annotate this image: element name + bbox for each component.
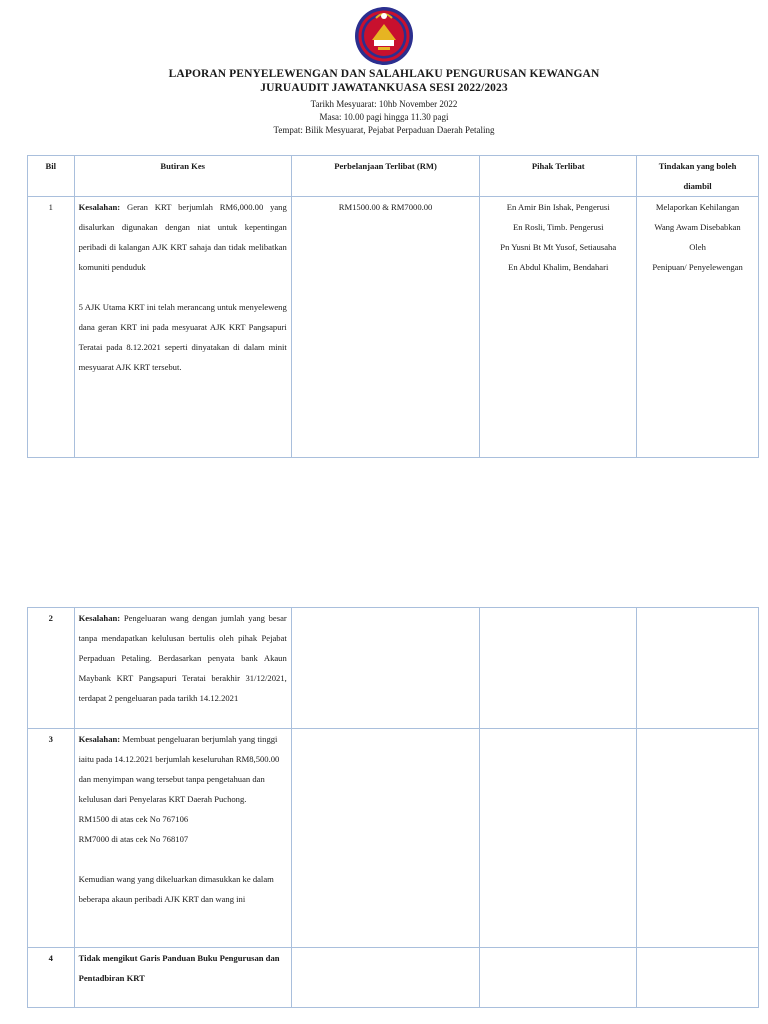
- header-tindakan: [637, 156, 759, 197]
- table-header-row: [28, 156, 759, 197]
- report-header: [0, 67, 768, 137]
- case-table-part-1: [27, 155, 759, 458]
- row-2-tindakan: [637, 608, 759, 729]
- row-2-text: Pengeluaran wang dengan jumlah yang besar tanpa mendapatkan kelulusan bertulis oleh pihak Pejabat Perpaduan Petaling. Berdasarkan penyata bank Akaun Maybank KRT Pangsapuri Teratai berakhir 31/12/2021, terdapat 2 pengeluaran pada tarikh 14.12.2021: [78, 613, 287, 703]
- meeting-date: Tarikh Mesyuarat: 10hb November 2022: [310, 99, 458, 109]
- row-1-text-2: 5 AJK Utama KRT ini telah merancang untuk menyeleweng dana geran KRT ini pada mesyuarat AJK KRT Pangsapuri Teratai pada 8.12.2021 seperti dinyatakan di dalam minit mesyuarat AJK KRT tersebut.: [78, 302, 287, 372]
- table-row: [28, 948, 759, 1008]
- case-table-part-2: [27, 607, 759, 1008]
- tindakan-line: Oleh: [689, 242, 706, 252]
- row-3-bil: 3: [28, 729, 75, 948]
- row-3-tindakan: [637, 729, 759, 948]
- row-3-label: Kesalahan:: [78, 734, 121, 744]
- row-4-text: Tidak mengikut Garis Panduan Buku Pengurusan dan Pentadbiran KRT: [78, 953, 280, 983]
- row-1-butiran: [74, 197, 291, 458]
- row-2-butiran: [74, 608, 291, 729]
- pihak-item: En Amir Bin Ishak, Pengerusi: [506, 202, 610, 212]
- header-pihak: Pihak Terlibat: [480, 156, 637, 197]
- tindakan-line: Melaporkan Kehilangan: [655, 202, 740, 212]
- header-tindakan-line-2: diambil: [683, 181, 712, 191]
- row-2-pihak: [480, 608, 637, 729]
- row-4-tindakan: [637, 948, 759, 1008]
- table-row: [28, 197, 759, 458]
- row-3-cek-2: RM7000 di atas cek No 768107: [78, 834, 189, 844]
- row-1-pihak: [480, 197, 637, 458]
- header-butiran: Butiran Kes: [74, 156, 291, 197]
- header-tindakan-line-1: Tindakan yang boleh: [658, 161, 737, 171]
- report-title-line-2: JURUAUDIT JAWATANKUASA SESI 2022/2023: [260, 82, 508, 94]
- row-3-text-2: Kemudian wang yang dikeluarkan dimasukkan ke dalam beberapa akaun peribadi AJK KRT dan wang ini: [78, 874, 274, 904]
- meeting-time: Masa: 10.00 pagi hingga 11.30 pagi: [319, 112, 449, 122]
- row-1-bil: 1: [28, 197, 75, 458]
- row-3-pihak: [480, 729, 637, 948]
- row-4-butiran: [74, 948, 291, 1008]
- row-1-text-1: Geran KRT berjumlah RM6,000.00 yang disalurkan digunakan dengan niat untuk kepentingan peribadi di kalangan AJK KRT sahaja dan tidak melibatkan komuniti penduduk: [78, 202, 287, 272]
- report-title-line-1: LAPORAN PENYELEWENGAN DAN SALAHLAKU PENGURUSAN KEWANGAN: [168, 68, 600, 80]
- header-bil: Bil: [28, 156, 75, 197]
- pihak-item: Pn Yusni Bt Mt Yusof, Setiausaha: [500, 242, 617, 252]
- row-3-text: Membuat pengeluaran berjumlah yang tinggi iaitu pada 14.12.2021 berjumlah keseluruhan RM8,500.00 dan menyimpan wang tersebut tanpa pengetahuan dan kelulusan dari Penyelaras KRT Daerah Puchong.: [78, 734, 280, 804]
- row-2-bil: 2: [28, 608, 75, 729]
- header-perbelanjaan: Perbelanjaan Terlibat (RM): [291, 156, 480, 197]
- row-3-perbelanjaan: [291, 729, 480, 948]
- pihak-item: En Rosli, Timb. Pengerusi: [512, 222, 604, 232]
- row-1-perbelanjaan: RM1500.00 & RM7000.00: [291, 197, 480, 458]
- pihak-item: En Abdul Khalim, Bendahari: [508, 262, 609, 272]
- table-row: [28, 729, 759, 948]
- row-4-perbelanjaan: [291, 948, 480, 1008]
- tindakan-line: Wang Awam Disebabkan: [654, 222, 741, 232]
- row-3-butiran: [74, 729, 291, 948]
- row-4-bil: 4: [28, 948, 75, 1008]
- tindakan-line: Penipuan/ Penyelewengan: [652, 262, 743, 272]
- row-2-label: Kesalahan:: [78, 613, 121, 623]
- row-3-cek-1: RM1500 di atas cek No 767106: [78, 814, 189, 824]
- krt-emblem-icon: [354, 6, 414, 66]
- row-1-label: Kesalahan:: [78, 202, 121, 212]
- table-row: [28, 608, 759, 729]
- meeting-venue: Tempat: Bilik Mesyuarat, Pejabat Perpaduan Daerah Petaling: [273, 125, 495, 135]
- row-1-tindakan: [637, 197, 759, 458]
- row-2-perbelanjaan: [291, 608, 480, 729]
- row-4-pihak: [480, 948, 637, 1008]
